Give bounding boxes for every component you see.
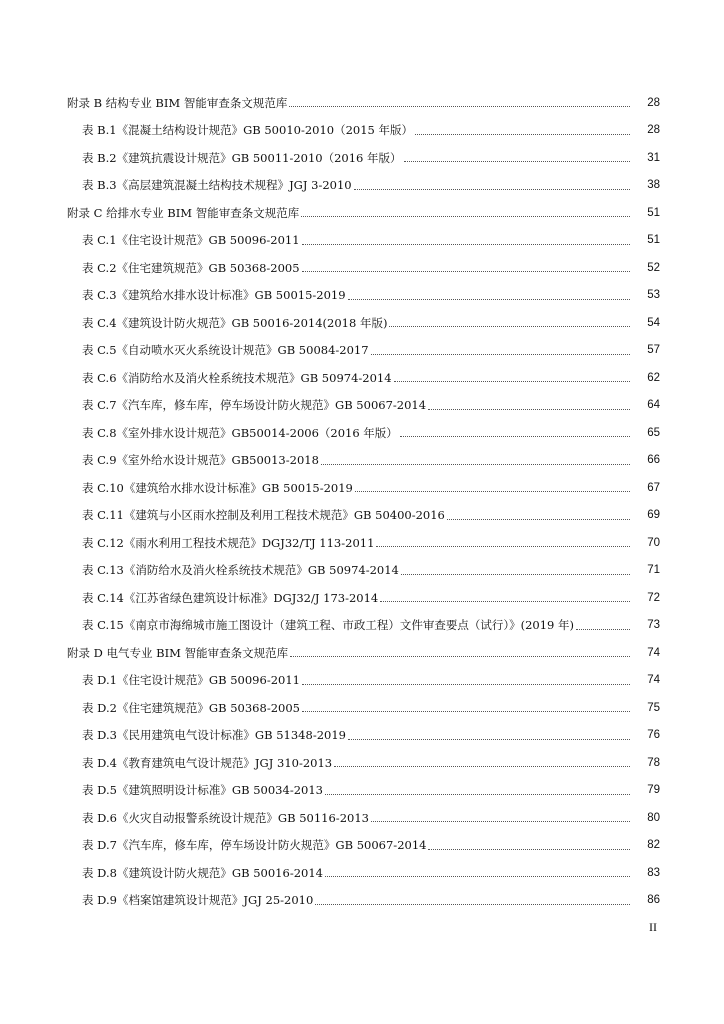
toc-entry-title: 表 C.6《消防给水及消火栓系统技术规范》GB 50974-2014 <box>82 370 392 385</box>
toc-table-entry[interactable] <box>0 117 724 145</box>
toc-entry-page-number: 64 <box>647 399 660 412</box>
dot-leader <box>380 601 630 602</box>
toc-table-entry[interactable] <box>0 502 724 530</box>
toc-table-entry[interactable] <box>0 227 724 255</box>
toc-entry-page-number: 69 <box>647 509 660 522</box>
page-number: II <box>649 920 657 934</box>
dot-leader <box>290 656 630 657</box>
toc-table-entry[interactable] <box>0 777 724 805</box>
toc-entry-page-number: 57 <box>647 344 660 357</box>
toc-entry-title: 表 C.2《住宅建筑规范》GB 50368-2005 <box>82 260 300 275</box>
toc-entry-page-number: 67 <box>647 481 660 494</box>
toc-table-entry[interactable] <box>0 392 724 420</box>
dot-leader <box>428 409 630 410</box>
toc-entry-title: 表 D.6《火灾自动报警系统设计规范》GB 50116-2013 <box>82 810 369 825</box>
dot-leader <box>394 381 630 382</box>
toc-entry-title: 表 D.2《住宅建筑规范》GB 50368-2005 <box>82 700 300 715</box>
dot-leader <box>371 354 630 355</box>
toc-table-entry[interactable] <box>0 254 724 282</box>
toc-entry-page-number: 78 <box>647 756 660 769</box>
toc-table-entry[interactable] <box>0 887 724 915</box>
dot-leader <box>576 629 630 630</box>
toc-entry-title: 表 C.8《室外排水设计规范》GB50014-2006（2016 年版） <box>82 425 398 440</box>
dot-leader <box>389 326 630 327</box>
toc-entry-page-number: 74 <box>647 674 660 687</box>
toc-entry-title: 附录 D 电气专业 BIM 智能审查条文规范库 <box>67 645 289 660</box>
toc-entry-page-number: 66 <box>647 454 660 467</box>
toc-entry-page-number: 53 <box>647 289 660 302</box>
table-of-contents <box>0 89 724 914</box>
dot-leader <box>325 876 630 877</box>
toc-table-entry[interactable] <box>0 419 724 447</box>
toc-entry-page-number: 54 <box>647 316 660 329</box>
toc-entry-title: 表 C.7《汽车库，修车库，停车场设计防火规范》GB 50067-2014 <box>82 398 427 413</box>
toc-entry-title: 表 D.5《建筑照明设计标准》GB 50034-2013 <box>82 783 323 798</box>
toc-entry-page-number: 51 <box>647 206 660 219</box>
toc-table-entry[interactable] <box>0 282 724 310</box>
toc-entry-title: 表 C.4《建筑设计防火规范》GB 50016-2014(2018 年版) <box>82 315 388 330</box>
toc-entry-page-number: 72 <box>647 591 660 604</box>
toc-table-entry[interactable] <box>0 832 724 860</box>
dot-leader <box>289 106 630 107</box>
dot-leader <box>415 134 630 135</box>
toc-entry-page-number: 65 <box>647 426 660 439</box>
toc-appendix-entry[interactable] <box>0 199 724 227</box>
toc-entry-title: 表 B.3《高层建筑混凝土结构技术规程》JGJ 3-2010 <box>82 178 352 193</box>
toc-entry-title: 表 C.12《雨水利用工程技术规范》DGJ32/TJ 113-2011 <box>82 535 375 550</box>
toc-entry-title: 表 B.2《建筑抗震设计规范》GB 50011-2010（2016 年版） <box>82 150 402 165</box>
toc-entry-title: 表 D.3《民用建筑电气设计标准》GB 51348-2019 <box>82 728 346 743</box>
toc-entry-title: 附录 B 结构专业 BIM 智能审查条文规范库 <box>67 95 288 110</box>
toc-entry-title: 表 D.4《教育建筑电气设计规范》JGJ 310-2013 <box>82 755 333 770</box>
dot-leader <box>354 189 630 190</box>
toc-entry-page-number: 28 <box>647 124 660 137</box>
toc-table-entry[interactable] <box>0 557 724 585</box>
toc-entry-title: 表 C.3《建筑给水排水设计标准》GB 50015-2019 <box>82 288 346 303</box>
toc-entry-page-number: 71 <box>647 564 660 577</box>
dot-leader <box>401 574 630 575</box>
dot-leader <box>348 739 630 740</box>
dot-leader <box>302 711 630 712</box>
dot-leader <box>325 794 630 795</box>
toc-entry-page-number: 80 <box>647 811 660 824</box>
toc-entry-page-number: 83 <box>647 866 660 879</box>
toc-entry-title: 表 C.9《室外给水设计规范》GB50013-2018 <box>82 453 319 468</box>
dot-leader <box>348 299 630 300</box>
dot-leader <box>302 684 630 685</box>
toc-table-entry[interactable] <box>0 694 724 722</box>
toc-entry-title: 表 C.15《南京市海绵城市施工图设计（建筑工程、市政工程）文件审查要点（试行）》(2019 年) <box>82 618 574 633</box>
toc-table-entry[interactable] <box>0 144 724 172</box>
toc-entry-title: 表 D.8《建筑设计防火规范》GB 50016-2014 <box>82 865 323 880</box>
dot-leader <box>447 519 630 520</box>
dot-leader <box>400 436 630 437</box>
toc-entry-page-number: 51 <box>647 234 660 247</box>
toc-table-entry[interactable] <box>0 584 724 612</box>
toc-table-entry[interactable] <box>0 474 724 502</box>
toc-table-entry[interactable] <box>0 309 724 337</box>
dot-leader <box>321 464 630 465</box>
toc-entry-page-number: 76 <box>647 729 660 742</box>
toc-entry-page-number: 38 <box>647 179 660 192</box>
toc-table-entry[interactable] <box>0 337 724 365</box>
toc-entry-title: 表 D.9《档案馆建筑设计规范》JGJ 25-2010 <box>82 893 314 908</box>
toc-table-entry[interactable] <box>0 172 724 200</box>
toc-table-entry[interactable] <box>0 612 724 640</box>
dot-leader <box>404 161 630 162</box>
toc-entry-page-number: 82 <box>647 839 660 852</box>
toc-table-entry[interactable] <box>0 529 724 557</box>
toc-table-entry[interactable] <box>0 722 724 750</box>
dot-leader <box>302 271 630 272</box>
toc-entry-page-number: 70 <box>647 536 660 549</box>
toc-entry-title: 表 C.10《建筑给水排水设计标准》GB 50015-2019 <box>82 480 353 495</box>
dot-leader <box>301 216 630 217</box>
toc-table-entry[interactable] <box>0 667 724 695</box>
toc-entry-page-number: 28 <box>647 96 660 109</box>
dot-leader <box>371 821 630 822</box>
toc-entry-title: 附录 C 给排水专业 BIM 智能审查条文规范库 <box>67 205 300 220</box>
toc-appendix-entry[interactable] <box>0 639 724 667</box>
toc-entry-page-number: 86 <box>647 894 660 907</box>
toc-table-entry[interactable] <box>0 859 724 887</box>
dot-leader <box>355 491 630 492</box>
dot-leader <box>334 766 630 767</box>
toc-entry-title: 表 C.11《建筑与小区雨水控制及利用工程技术规范》GB 50400-2016 <box>82 508 445 523</box>
toc-entry-title: 表 C.5《自动喷水灭火系统设计规范》GB 50084-2017 <box>82 343 369 358</box>
toc-entry-page-number: 62 <box>647 371 660 384</box>
toc-entry-page-number: 52 <box>647 261 660 274</box>
dot-leader <box>302 244 630 245</box>
toc-table-entry[interactable] <box>0 749 724 777</box>
toc-entry-title: 表 B.1《混凝土结构设计规范》GB 50010-2010（2015 年版） <box>82 123 414 138</box>
toc-appendix-entry[interactable] <box>0 89 724 117</box>
toc-entry-page-number: 31 <box>647 151 660 164</box>
toc-entry-page-number: 74 <box>647 646 660 659</box>
toc-entry-title: 表 C.13《消防给水及消火栓系统技术规范》GB 50974-2014 <box>82 563 399 578</box>
toc-table-entry[interactable] <box>0 447 724 475</box>
toc-entry-title: 表 C.14《江苏省绿色建筑设计标准》DGJ32/J 173-2014 <box>82 590 379 605</box>
toc-entry-title: 表 C.1《住宅设计规范》GB 50096-2011 <box>82 233 300 248</box>
toc-entry-title: 表 D.7《汽车库，修车库，停车场设计防火规范》GB 50067-2014 <box>82 838 427 853</box>
toc-entry-page-number: 75 <box>647 701 660 714</box>
dot-leader <box>315 904 630 905</box>
toc-table-entry[interactable] <box>0 804 724 832</box>
dot-leader <box>376 546 630 547</box>
toc-table-entry[interactable] <box>0 364 724 392</box>
toc-entry-page-number: 79 <box>647 784 660 797</box>
toc-entry-title: 表 D.1《住宅设计规范》GB 50096-2011 <box>82 673 300 688</box>
toc-entry-page-number: 73 <box>647 619 660 632</box>
dot-leader <box>428 849 630 850</box>
